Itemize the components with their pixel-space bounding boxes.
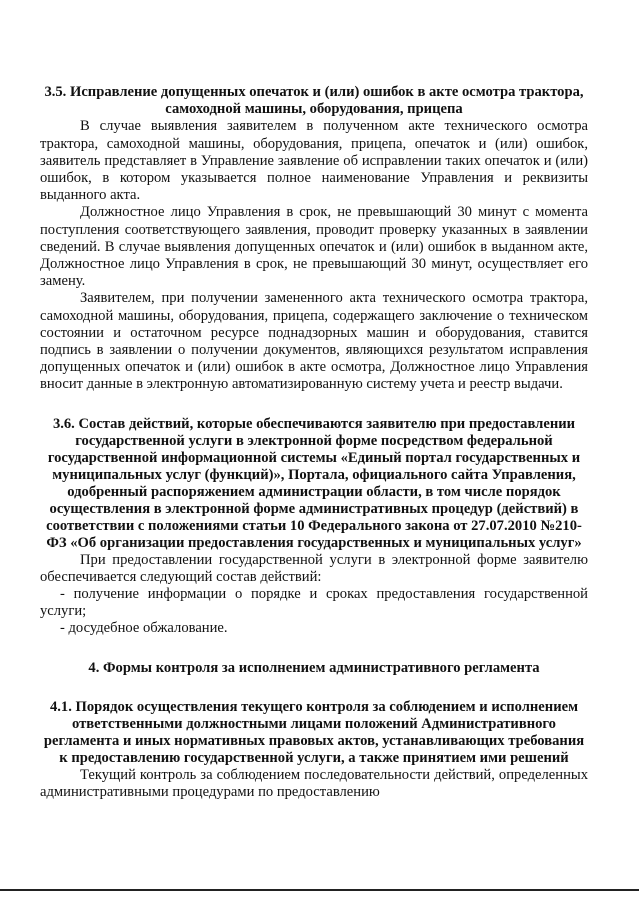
section-4-heading: 4. Формы контроля за исполнением административного регламента	[88, 659, 540, 676]
section-4-1-paragraph: Текущий контроль за соблюдением последовательности действий, определенных административными процедурами по предоставлению	[40, 766, 588, 801]
section-3-5-paragraph-3: Заявителем, при получении замененного акта технического осмотра трактора, самоходной машины, оборудования, прицепа, содержащего заключение о техническом состоянии и остаточном ресурсе поднадзорных машин и оборудования, ставится подпись в заявлении о получении документов, являющихся результатом исправления допущенных опечаток и (или) ошибок в акте осмотра, Должностное лицо Управления вносит данные в электронную автоматизированную систему учета и реестр выдачи.	[40, 290, 588, 393]
spacer	[40, 638, 588, 660]
section-3-5-heading: 3.5. Исправление допущенных опечаток и (или) ошибок в акте осмотра трактора, самоходной машины, оборудования, прицепа	[44, 84, 584, 118]
section-3-6-item-1: - получение информации о порядке и сроках предоставления государственной услуги;	[40, 586, 588, 620]
section-4-1-heading: 4.1. Порядок осуществления текущего контроля за соблюдением и исполнением ответственными должностными лицами положений Административного регламента и иных нормативных правовых актов, устанавливающих требования к предоставлению государственной услуги, а также принятием ими решений	[43, 698, 585, 766]
scan-bottom-edge	[0, 889, 639, 891]
document-page	[40, 84, 588, 801]
spacer	[40, 677, 588, 699]
section-3-5-paragraph-1: В случае выявления заявителем в полученном акте технического осмотра трактора, самоходной машины, оборудования, прицепа, опечаток и (или) ошибок, заявитель представляет в Управление заявление об исправлении таких опечаток и (или) ошибок, в котором указывается полное наименование Управления и реквизиты выданного акта.	[40, 118, 588, 204]
section-3-6-intro: При предоставлении государственной услуги в электронной форме заявителю обеспечивается следующий состав действий:	[40, 551, 588, 585]
spacer	[40, 394, 588, 416]
section-3-6-heading: 3.6. Состав действий, которые обеспечиваются заявителю при предоставлении государственной услуги в электронной форме посредством федеральной государственной информационной системы «Единый портал государственных и муниципальных услуг (функций)», Портала, официального сайта Управления, одобренный распоряжением администрации области, в том числе порядок осуществления в электронной форме административных процедур (действий) в соответствии с положениями статьи 10 Федерального закона от 27.07.2010 №210-ФЗ «Об организации предоставления государственных и муниципальных услуг»	[46, 415, 582, 551]
section-3-5-paragraph-2: Должностное лицо Управления в срок, не превышающий 30 минут с момента поступления соответствующего заявления, проводит проверку указанных в заявлении сведений. В случае выявления допущенных опечаток и (или) ошибок в выданном акте, Должностное лицо Управления в срок, не превышающий 30 минут, осуществляет его замену.	[40, 204, 588, 290]
section-3-6-item-2: - досудебное обжалование.	[60, 620, 228, 637]
